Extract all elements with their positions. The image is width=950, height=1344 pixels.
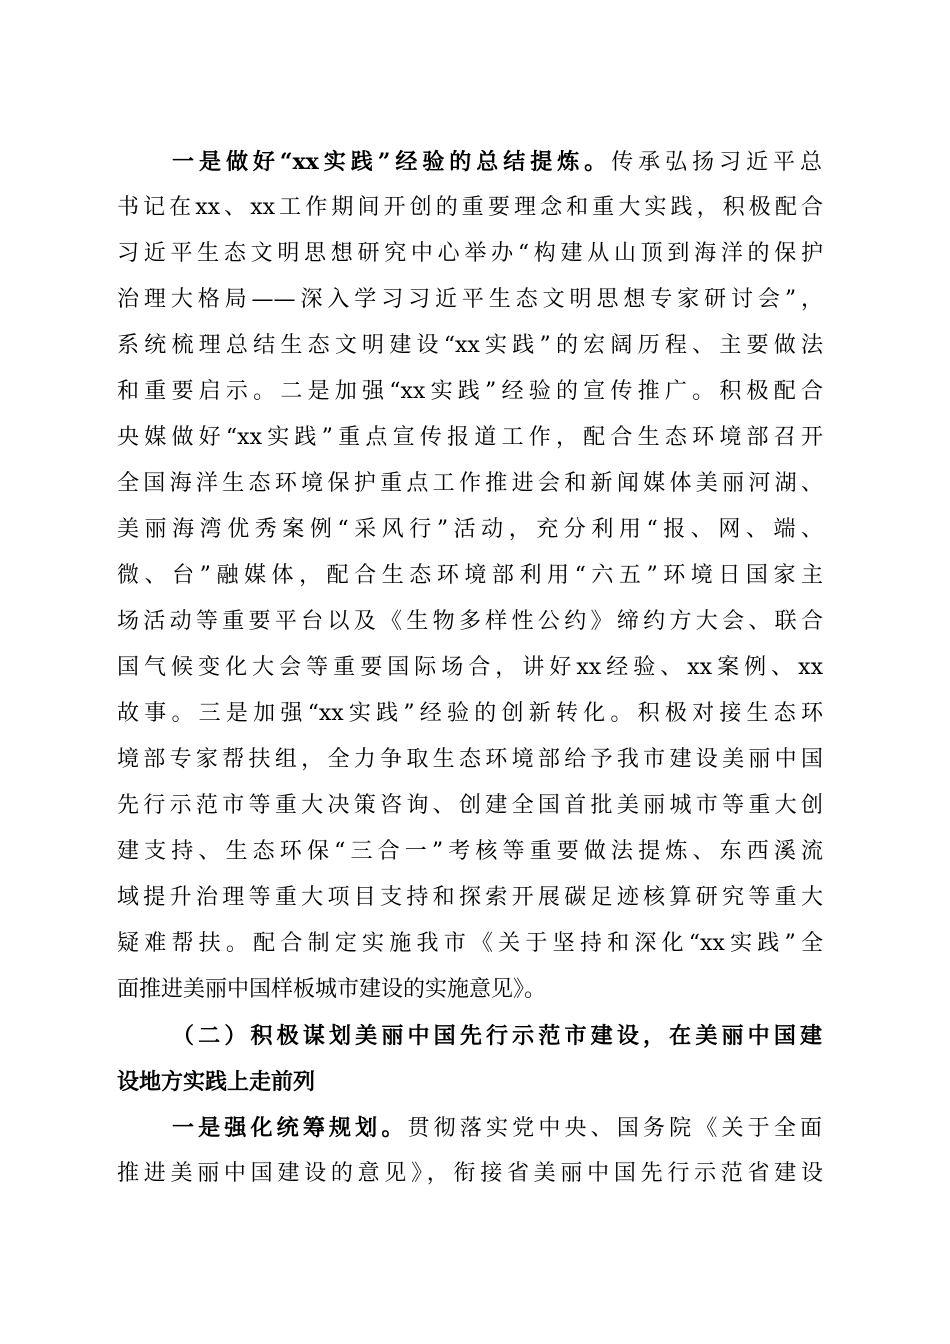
- paragraph-2-line-1: [172, 1114, 822, 1143]
- paragraph-1-line: 建支持、生态环保“三合一”考核等重要做法提炼、东西溪流: [117, 839, 823, 864]
- section-heading-line-1: （二）积极谋划美丽中国先行示范市建设，在美丽中国建: [172, 1023, 822, 1049]
- paragraph-1-line: 面推进美丽中国样板城市建设的实施意见》。: [117, 977, 547, 1002]
- paragraph-1-line: 美丽海湾优秀案例“采风行”活动，充分利用“报、网、端、: [117, 517, 823, 542]
- paragraph-1-line: 和重要启示。二是加强“xx实践”经验的宣传推广。积极配合: [117, 379, 823, 404]
- paragraph-1-line: 书记在xx、xx工作期间开创的重要理念和重大实践，积极配合: [117, 195, 823, 220]
- paragraph-1-line: 全国海洋生态环境保护重点工作推进会和新闻媒体美丽河湖、: [117, 471, 823, 496]
- paragraph-1-line: 习近平生态文明思想研究中心举办“构建从山顶到海洋的保护: [117, 241, 823, 266]
- section-heading-line-2: 设地方实践上走前列: [117, 1069, 316, 1095]
- paragraph-1-line: 疑难帮扶。配合制定实施我市《关于坚持和深化“xx实践”全: [117, 931, 823, 956]
- paragraph-1-line: 域提升治理等重大项目支持和探索开展碳足迹核算研究等重大: [117, 885, 823, 910]
- paragraph-2-line-1-text: 贯彻落实党中央、国务院《关于全面: [407, 1116, 822, 1141]
- paragraph-1-line-1: [172, 148, 822, 177]
- paragraph-1-line: 微、台”融媒体，配合生态环境部利用“六五”环境日国家主: [117, 563, 823, 588]
- paragraph-2-line-2: 推进美丽中国建设的意见》，衔接省美丽中国先行示范省建设: [117, 1161, 823, 1186]
- paragraph-2-lead-in: 一是强化统筹规划。: [172, 1115, 408, 1141]
- paragraph-1-line: 治理大格局——深入学习习近平生态文明思想专家研讨会”，: [117, 287, 823, 312]
- paragraph-1-line-1-text: 传承弘扬习近平总: [611, 150, 822, 175]
- paragraph-1-line: 场活动等重要平台以及《生物多样性公约》缔约方大会、联合: [117, 609, 823, 634]
- paragraph-1-lead-in: 一是做好“xx实践”经验的总结提炼。: [172, 149, 612, 175]
- paragraph-1-line: 央媒做好“xx实践”重点宣传报道工作，配合生态环境部召开: [117, 425, 823, 450]
- paragraph-1-line: 系统梳理总结生态文明建设“xx实践”的宏阔历程、主要做法: [117, 333, 823, 358]
- paragraph-1-line: 国气候变化大会等重要国际场合，讲好xx经验、xx案例、xx: [117, 655, 823, 680]
- paragraph-1-line: 境部专家帮扶组，全力争取生态环境部给予我市建设美丽中国: [117, 747, 823, 772]
- paragraph-1-line: 故事。三是加强“xx实践”经验的创新转化。积极对接生态环: [117, 701, 823, 726]
- paragraph-1-line: 先行示范市等重大决策咨询、创建全国首批美丽城市等重大创: [117, 793, 823, 818]
